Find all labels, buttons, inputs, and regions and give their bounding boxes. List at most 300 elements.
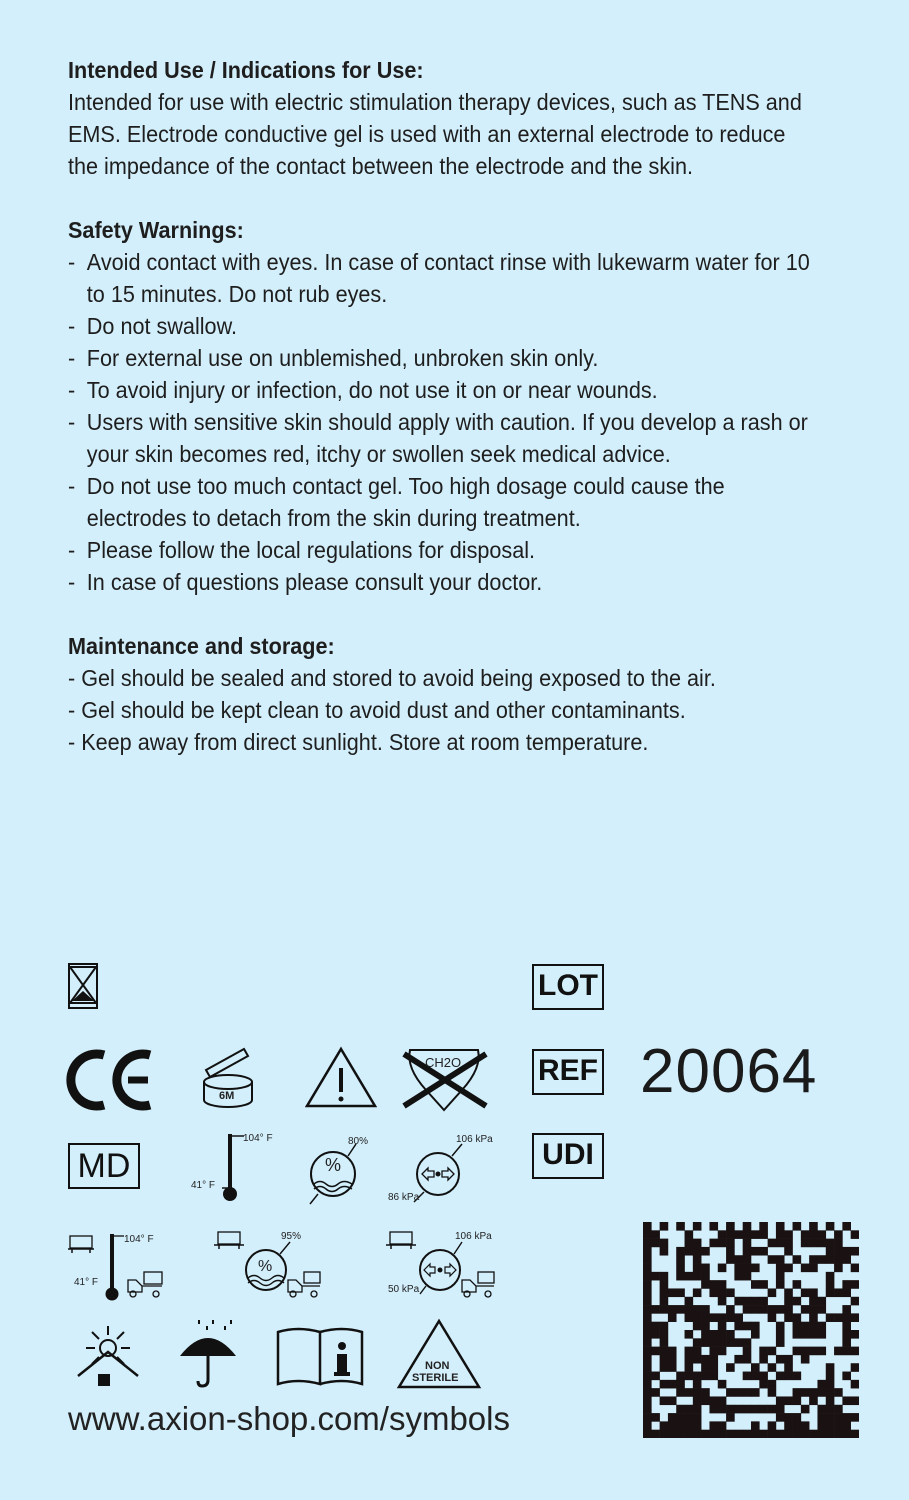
matrix-module <box>643 1430 652 1438</box>
matrix-module <box>643 1363 652 1372</box>
matrix-module <box>817 1380 826 1389</box>
matrix-module <box>709 1313 718 1322</box>
matrix-module <box>809 1313 818 1322</box>
matrix-module <box>768 1430 777 1438</box>
matrix-module <box>842 1313 851 1322</box>
matrix-module <box>693 1305 702 1314</box>
list-dash: - <box>68 345 76 371</box>
pressure-low-label-2: 50 kPa <box>388 1284 420 1295</box>
matrix-module <box>685 1272 694 1281</box>
matrix-module <box>801 1305 810 1314</box>
matrix-module <box>751 1372 760 1381</box>
matrix-module <box>651 1388 660 1397</box>
matrix-module <box>718 1322 727 1331</box>
matrix-module <box>834 1230 843 1239</box>
matrix-module <box>768 1421 777 1430</box>
caution-icon <box>305 1046 377 1108</box>
matrix-module <box>809 1230 818 1239</box>
matrix-module <box>784 1430 793 1438</box>
matrix-module <box>701 1396 710 1405</box>
matrix-module <box>842 1330 851 1339</box>
matrix-module <box>759 1347 768 1356</box>
consult-instructions-icon <box>276 1326 364 1388</box>
matrix-module <box>743 1305 752 1314</box>
safety-warning-text: To avoid injury or infection, do not use it on or near wounds. <box>86 377 658 403</box>
matrix-module <box>817 1330 826 1339</box>
matrix-module <box>685 1297 694 1306</box>
matrix-module <box>743 1239 752 1248</box>
matrix-module <box>809 1305 818 1314</box>
matrix-module <box>826 1288 835 1297</box>
matrix-module <box>759 1297 768 1306</box>
matrix-module <box>809 1330 818 1339</box>
matrix-module <box>793 1297 802 1306</box>
maintenance-item: - Gel should be sealed and stored to avoid being exposed to the air. <box>68 665 716 691</box>
matrix-module <box>851 1247 859 1256</box>
matrix-module <box>676 1255 685 1264</box>
matrix-module <box>768 1405 777 1414</box>
intended-use-text: Intended for use with electric stimulation therapy devices, such as TENS and EMS. Electrode conductive gel is used with an external electrode to reduce the impedance of the contact between the electrode and the skin. <box>68 89 802 179</box>
matrix-module <box>734 1405 743 1414</box>
matrix-module <box>734 1264 743 1273</box>
temp-high-label-2: 104° F <box>124 1234 154 1245</box>
matrix-module <box>643 1355 652 1364</box>
matrix-module <box>685 1430 694 1438</box>
matrix-module <box>701 1330 710 1339</box>
matrix-module <box>693 1288 702 1297</box>
matrix-module <box>834 1413 843 1422</box>
matrix-module <box>701 1355 710 1364</box>
matrix-module <box>743 1272 752 1281</box>
matrix-module <box>701 1322 710 1331</box>
matrix-module <box>718 1396 727 1405</box>
matrix-module <box>651 1413 660 1422</box>
matrix-module <box>834 1388 843 1397</box>
pressure-high-label-1: 106 kPa <box>456 1134 493 1145</box>
matrix-module <box>726 1247 735 1256</box>
matrix-module <box>709 1222 718 1231</box>
matrix-module <box>842 1222 851 1231</box>
matrix-module <box>751 1305 760 1314</box>
matrix-module <box>793 1421 802 1430</box>
matrix-module <box>834 1247 843 1256</box>
ref-number: 20064 <box>640 1037 818 1106</box>
matrix-module <box>784 1247 793 1256</box>
matrix-module <box>734 1322 743 1331</box>
matrix-module <box>801 1430 810 1438</box>
keep-away-from-sunlight-icon <box>72 1322 144 1388</box>
matrix-module <box>693 1247 702 1256</box>
matrix-module <box>685 1247 694 1256</box>
matrix-module <box>709 1405 718 1414</box>
matrix-module <box>817 1421 826 1430</box>
matrix-module <box>701 1388 710 1397</box>
matrix-module <box>676 1413 685 1422</box>
matrix-module <box>776 1255 785 1264</box>
matrix-module <box>826 1363 835 1372</box>
matrix-module <box>676 1380 685 1389</box>
matrix-module <box>734 1338 743 1347</box>
safety-warning-text: For external use on unblemished, unbroken skin only. <box>86 345 599 371</box>
matrix-module <box>809 1239 818 1248</box>
matrix-module <box>701 1305 710 1314</box>
matrix-module <box>734 1230 743 1239</box>
matrix-module <box>685 1372 694 1381</box>
matrix-module <box>834 1430 843 1438</box>
matrix-module <box>718 1405 727 1414</box>
safety-warnings-section <box>68 214 820 598</box>
matrix-module <box>817 1347 826 1356</box>
matrix-module <box>676 1372 685 1381</box>
pao-label: 6M <box>219 1090 235 1102</box>
matrix-module <box>776 1272 785 1281</box>
matrix-module <box>842 1430 851 1438</box>
matrix-module <box>768 1313 777 1322</box>
matrix-module <box>834 1347 843 1356</box>
safety-warnings-heading: Safety Warnings: <box>68 217 244 243</box>
matrix-module <box>693 1396 702 1405</box>
maintenance-item: - Keep away from direct sunlight. Store at room temperature. <box>68 729 649 755</box>
matrix-module <box>726 1330 735 1339</box>
matrix-module <box>743 1230 752 1239</box>
udi-symbol: UDI <box>532 1133 604 1179</box>
matrix-module <box>842 1396 851 1405</box>
matrix-module <box>784 1421 793 1430</box>
matrix-module <box>668 1288 677 1297</box>
maintenance-section <box>68 630 820 758</box>
matrix-module <box>668 1355 677 1364</box>
matrix-module <box>751 1280 760 1289</box>
temp-low-label-1: 41° F <box>191 1180 216 1191</box>
matrix-module <box>726 1239 735 1248</box>
matrix-module <box>793 1347 802 1356</box>
keep-dry-icon <box>176 1318 240 1388</box>
matrix-module <box>743 1247 752 1256</box>
matrix-module <box>776 1396 785 1405</box>
matrix-module <box>842 1255 851 1264</box>
matrix-module <box>693 1222 702 1231</box>
matrix-module <box>726 1313 735 1322</box>
maintenance-item: - Gel should be kept clean to avoid dust and other contaminants. <box>68 697 686 723</box>
matrix-module <box>660 1421 669 1430</box>
matrix-module <box>801 1288 810 1297</box>
matrix-module <box>660 1272 669 1281</box>
matrix-module <box>643 1388 652 1397</box>
matrix-module <box>817 1430 826 1438</box>
list-dash: - <box>68 377 76 403</box>
matrix-module <box>776 1413 785 1422</box>
safety-warning-item <box>68 310 820 342</box>
matrix-module <box>693 1313 702 1322</box>
matrix-module <box>826 1313 835 1322</box>
matrix-module <box>842 1372 851 1381</box>
matrix-module <box>685 1305 694 1314</box>
matrix-module <box>651 1322 660 1331</box>
matrix-module <box>685 1330 694 1339</box>
matrix-module <box>643 1405 652 1414</box>
matrix-module <box>693 1388 702 1397</box>
matrix-module <box>851 1330 859 1339</box>
matrix-module <box>759 1305 768 1314</box>
transport-humidity-percent-glyph: % <box>258 1258 273 1275</box>
matrix-module <box>668 1421 677 1430</box>
matrix-module <box>801 1322 810 1331</box>
matrix-module <box>643 1288 652 1297</box>
matrix-module <box>851 1297 859 1306</box>
matrix-module <box>734 1255 743 1264</box>
matrix-module <box>793 1372 802 1381</box>
matrix-module <box>826 1247 835 1256</box>
matrix-module <box>842 1347 851 1356</box>
matrix-module <box>801 1347 810 1356</box>
matrix-module <box>842 1280 851 1289</box>
matrix-module <box>726 1363 735 1372</box>
matrix-module <box>784 1264 793 1273</box>
matrix-module <box>834 1288 843 1297</box>
matrix-module <box>660 1280 669 1289</box>
matrix-module <box>842 1421 851 1430</box>
matrix-module <box>784 1396 793 1405</box>
matrix-module <box>809 1264 818 1273</box>
matrix-module <box>718 1421 727 1430</box>
matrix-module <box>834 1421 843 1430</box>
matrix-module <box>793 1322 802 1331</box>
matrix-module <box>817 1322 826 1331</box>
matrix-module <box>751 1388 760 1397</box>
matrix-module <box>801 1330 810 1339</box>
temp-high-label-1: 104° F <box>243 1133 273 1144</box>
matrix-module <box>851 1264 859 1273</box>
matrix-module <box>709 1396 718 1405</box>
matrix-module <box>643 1413 652 1422</box>
matrix-module <box>851 1380 859 1389</box>
matrix-module <box>826 1280 835 1289</box>
matrix-module <box>660 1288 669 1297</box>
matrix-module <box>709 1355 718 1364</box>
matrix-module <box>693 1413 702 1422</box>
safety-warning-text: Users with sensitive skin should apply with caution. If you develop a rash or your skin becomes red, itchy or swollen seek medical advice. <box>86 409 808 467</box>
matrix-module <box>768 1363 777 1372</box>
matrix-module <box>842 1413 851 1422</box>
matrix-module <box>643 1338 652 1347</box>
matrix-module <box>709 1288 718 1297</box>
matrix-module <box>793 1396 802 1405</box>
matrix-module <box>701 1338 710 1347</box>
intended-use-section <box>68 54 820 182</box>
matrix-module <box>809 1347 818 1356</box>
matrix-module <box>685 1421 694 1430</box>
matrix-module <box>726 1405 735 1414</box>
matrix-module <box>709 1363 718 1372</box>
matrix-module <box>776 1430 785 1438</box>
matrix-module <box>643 1247 652 1256</box>
matrix-module <box>643 1322 652 1331</box>
matrix-module <box>701 1372 710 1381</box>
matrix-module <box>718 1330 727 1339</box>
matrix-module <box>685 1347 694 1356</box>
matrix-module <box>784 1230 793 1239</box>
matrix-module <box>660 1247 669 1256</box>
matrix-module <box>817 1405 826 1414</box>
matrix-module <box>776 1264 785 1273</box>
matrix-module <box>734 1297 743 1306</box>
matrix-module <box>759 1405 768 1414</box>
matrix-module <box>693 1405 702 1414</box>
matrix-module <box>660 1322 669 1331</box>
matrix-module <box>701 1272 710 1281</box>
matrix-module <box>693 1347 702 1356</box>
matrix-module <box>743 1338 752 1347</box>
matrix-module <box>743 1255 752 1264</box>
matrix-module <box>784 1355 793 1364</box>
matrix-module <box>784 1363 793 1372</box>
matrix-module <box>768 1347 777 1356</box>
matrix-module <box>734 1388 743 1397</box>
matrix-module <box>693 1322 702 1331</box>
matrix-module <box>851 1396 859 1405</box>
matrix-module <box>759 1222 768 1231</box>
matrix-module <box>660 1297 669 1306</box>
intended-use-heading: Intended Use / Indications for Use: <box>68 57 424 83</box>
safety-warning-item <box>68 534 820 566</box>
matrix-module <box>709 1421 718 1430</box>
matrix-module <box>759 1247 768 1256</box>
matrix-module <box>793 1222 802 1231</box>
matrix-module <box>701 1430 710 1438</box>
matrix-module <box>693 1421 702 1430</box>
matrix-module <box>734 1272 743 1281</box>
matrix-module <box>784 1305 793 1314</box>
matrix-module <box>643 1280 652 1289</box>
matrix-module <box>834 1239 843 1248</box>
matrix-module <box>685 1355 694 1364</box>
matrix-module <box>734 1430 743 1438</box>
ref-symbol: REF <box>532 1049 604 1095</box>
matrix-module <box>809 1297 818 1306</box>
list-dash: - <box>68 249 76 275</box>
matrix-module <box>668 1305 677 1314</box>
matrix-module <box>718 1280 727 1289</box>
matrix-module <box>801 1405 810 1414</box>
matrix-module <box>793 1255 802 1264</box>
matrix-module <box>660 1330 669 1339</box>
matrix-module <box>718 1239 727 1248</box>
matrix-module <box>651 1430 660 1438</box>
matrix-module <box>660 1355 669 1364</box>
matrix-module <box>826 1372 835 1381</box>
matrix-module <box>668 1363 677 1372</box>
matrix-module <box>851 1430 859 1438</box>
matrix-module <box>643 1272 652 1281</box>
matrix-module <box>851 1230 859 1239</box>
list-dash: - <box>68 537 76 563</box>
matrix-module <box>768 1388 777 1397</box>
matrix-module <box>643 1230 652 1239</box>
matrix-module <box>676 1421 685 1430</box>
matrix-module <box>643 1222 652 1231</box>
matrix-module <box>718 1430 727 1438</box>
matrix-module <box>776 1322 785 1331</box>
matrix-module <box>826 1413 835 1422</box>
matrix-module <box>651 1272 660 1281</box>
matrix-module <box>685 1405 694 1414</box>
matrix-module <box>801 1264 810 1273</box>
matrix-module <box>660 1239 669 1248</box>
matrix-module <box>726 1305 735 1314</box>
safety-warning-text: Please follow the local regulations for disposal. <box>86 537 536 563</box>
symbols-url[interactable]: www.axion-shop.com/symbols <box>68 1400 510 1437</box>
matrix-module <box>718 1347 727 1356</box>
matrix-module <box>743 1264 752 1273</box>
matrix-module <box>784 1239 793 1248</box>
matrix-module <box>784 1413 793 1422</box>
matrix-module <box>751 1264 760 1273</box>
lot-symbol: LOT <box>532 964 604 1010</box>
matrix-module <box>751 1330 760 1339</box>
matrix-module <box>776 1338 785 1347</box>
matrix-module <box>643 1421 652 1430</box>
matrix-module <box>643 1396 652 1405</box>
matrix-module <box>809 1322 818 1331</box>
matrix-module <box>768 1239 777 1248</box>
matrix-module <box>718 1297 727 1306</box>
matrix-module <box>709 1430 718 1438</box>
safety-warning-text: Do not swallow. <box>86 313 238 339</box>
pressure-low-label-1: 86 kPa <box>388 1192 420 1203</box>
matrix-module <box>693 1264 702 1273</box>
list-dash: - <box>68 409 76 435</box>
humidity-percent-glyph: % <box>325 1155 342 1175</box>
matrix-module <box>701 1247 710 1256</box>
matrix-module <box>776 1305 785 1314</box>
matrix-module <box>726 1230 735 1239</box>
matrix-module <box>826 1430 835 1438</box>
matrix-module <box>701 1264 710 1273</box>
matrix-module <box>842 1322 851 1331</box>
matrix-module <box>693 1430 702 1438</box>
matrix-module <box>776 1230 785 1239</box>
matrix-module <box>751 1297 760 1306</box>
safety-warning-text: Avoid contact with eyes. In case of contact rinse with lukewarm water for 10 to 15 minutes. Do not rub eyes. <box>86 249 810 307</box>
matrix-module <box>709 1347 718 1356</box>
matrix-module <box>817 1413 826 1422</box>
matrix-module <box>751 1405 760 1414</box>
matrix-module <box>643 1255 652 1264</box>
matrix-module <box>801 1230 810 1239</box>
matrix-module <box>643 1239 652 1248</box>
matrix-module <box>842 1288 851 1297</box>
matrix-module <box>826 1255 835 1264</box>
expiry-date-icon <box>68 963 98 1009</box>
matrix-module <box>743 1388 752 1397</box>
matrix-module <box>718 1288 727 1297</box>
matrix-module <box>826 1388 835 1397</box>
matrix-module <box>759 1430 768 1438</box>
matrix-module <box>651 1239 660 1248</box>
matrix-module <box>685 1313 694 1322</box>
matrix-module <box>643 1305 652 1314</box>
matrix-module <box>651 1305 660 1314</box>
non-sterile-label-2: STERILE <box>412 1372 459 1384</box>
matrix-module <box>685 1413 694 1422</box>
matrix-module <box>759 1355 768 1364</box>
matrix-module <box>793 1280 802 1289</box>
matrix-module <box>776 1355 785 1364</box>
matrix-module <box>759 1380 768 1389</box>
matrix-module <box>759 1280 768 1289</box>
matrix-module <box>668 1347 677 1356</box>
matrix-module <box>676 1405 685 1414</box>
